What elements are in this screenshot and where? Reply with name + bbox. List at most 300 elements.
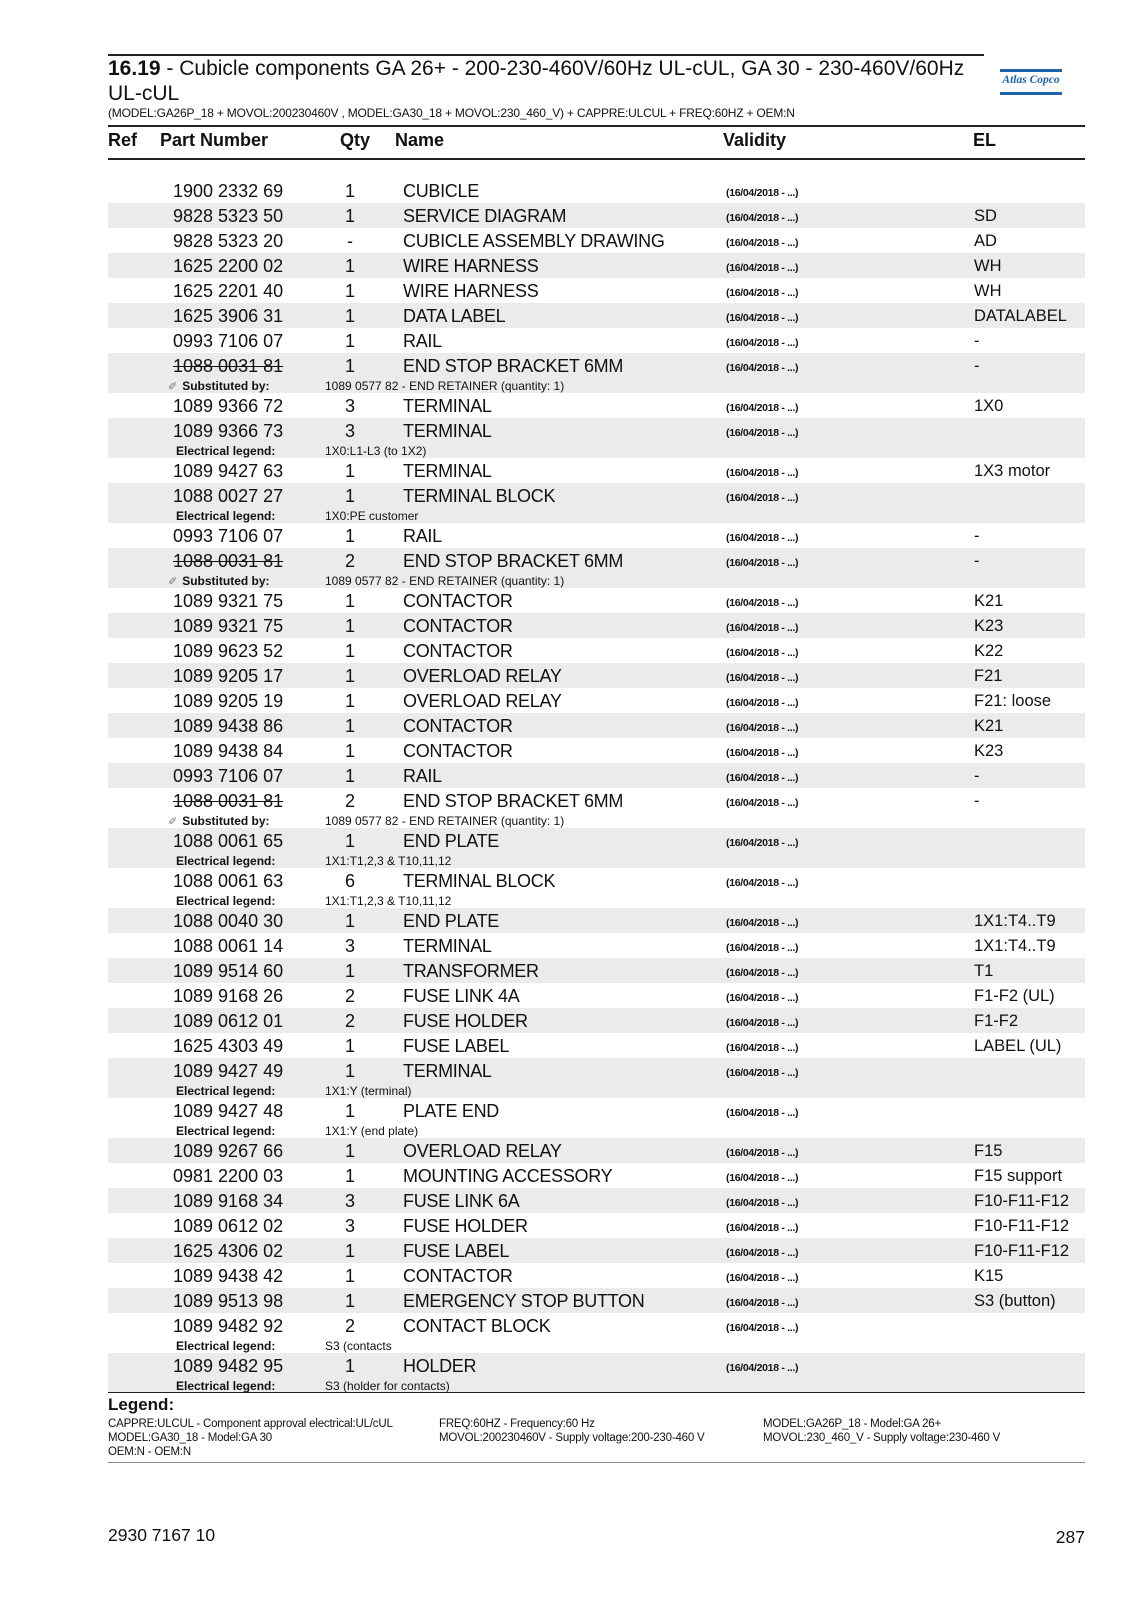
electrical-legend-label bbox=[176, 444, 275, 458]
sub-label-text: Electrical legend: bbox=[176, 894, 276, 908]
substituted-by-label bbox=[168, 379, 270, 393]
part-name: END PLATE bbox=[403, 831, 499, 851]
quantity: 1 bbox=[344, 1061, 355, 1081]
part-number: 1088 0031 81 bbox=[173, 791, 284, 811]
part-number: 1900 2332 69 bbox=[173, 181, 284, 201]
electrical-legend-text: 1X0:L1-L3 (to 1X2) bbox=[325, 444, 427, 458]
part-name: CONTACTOR bbox=[403, 1266, 513, 1286]
table-row bbox=[108, 353, 1085, 393]
validity: (16/04/2018 - ...) bbox=[726, 492, 799, 504]
electrical-ref: F10-F11-F12 bbox=[974, 1242, 1070, 1260]
validity: (16/04/2018 - ...) bbox=[726, 1147, 799, 1159]
table-row bbox=[108, 1058, 1085, 1098]
table-row bbox=[108, 1163, 1085, 1188]
quantity: 1 bbox=[344, 1291, 355, 1311]
validity: (16/04/2018 - ...) bbox=[726, 622, 799, 634]
part-number: 1088 0027 27 bbox=[173, 486, 284, 506]
electrical-legend-text: S3 (holder for contacts) bbox=[325, 1379, 450, 1393]
table-row bbox=[108, 1238, 1085, 1263]
quantity: 1 bbox=[344, 281, 355, 301]
part-number: 1625 2200 02 bbox=[173, 256, 284, 276]
quantity: 1 bbox=[344, 961, 355, 981]
part-number: 1089 9438 84 bbox=[173, 741, 284, 761]
table-row bbox=[108, 958, 1085, 983]
sub-label-text: Substituted by: bbox=[182, 574, 270, 588]
quantity: 1 bbox=[344, 641, 355, 661]
table-row bbox=[108, 908, 1085, 933]
electrical-ref: - bbox=[974, 552, 980, 570]
quantity: 1 bbox=[344, 526, 355, 546]
part-name: RAIL bbox=[403, 766, 442, 786]
part-number: 1089 9438 42 bbox=[173, 1266, 284, 1286]
part-name: CUBICLE ASSEMBLY DRAWING bbox=[403, 231, 665, 251]
part-number: 1089 9427 48 bbox=[173, 1101, 284, 1121]
part-number: 1089 9366 72 bbox=[173, 396, 284, 416]
electrical-legend-text: S3 (contacts bbox=[325, 1339, 392, 1353]
col-ref: Ref bbox=[108, 130, 138, 150]
quantity: 2 bbox=[344, 551, 355, 571]
part-name: FUSE LINK 6A bbox=[403, 1191, 520, 1211]
validity: (16/04/2018 - ...) bbox=[726, 1272, 799, 1284]
quantity: 3 bbox=[344, 936, 355, 956]
electrical-ref: F1-F2 (UL) bbox=[974, 987, 1055, 1005]
part-name: CONTACTOR bbox=[403, 741, 513, 761]
sub-label-text: Electrical legend: bbox=[176, 854, 276, 868]
part-number: 1625 4306 02 bbox=[173, 1241, 284, 1261]
electrical-ref: 1X0 bbox=[974, 397, 1004, 415]
table-row bbox=[108, 1263, 1085, 1288]
electrical-legend-label bbox=[176, 1084, 275, 1098]
part-name: CUBICLE bbox=[403, 181, 479, 201]
part-name: END STOP BRACKET 6MM bbox=[403, 791, 624, 811]
quantity: 1 bbox=[344, 256, 355, 276]
substituted-by-label bbox=[168, 814, 270, 828]
quantity: 3 bbox=[344, 421, 355, 441]
part-name: FUSE LABEL bbox=[403, 1036, 510, 1056]
legend-entry: MOVOL:200230460V - Supply voltage:200-230-460 V bbox=[439, 1432, 705, 1444]
electrical-ref: F10-F11-F12 bbox=[974, 1217, 1070, 1235]
part-name: TERMINAL bbox=[403, 461, 492, 481]
part-number: 0993 7106 07 bbox=[173, 526, 284, 546]
table-row bbox=[108, 713, 1085, 738]
part-name: TERMINAL bbox=[403, 421, 492, 441]
electrical-ref: K21 bbox=[974, 592, 1004, 610]
part-number: 1089 9205 19 bbox=[173, 691, 284, 711]
part-name: END STOP BRACKET 6MM bbox=[403, 356, 624, 376]
part-number: 1089 9168 34 bbox=[173, 1191, 284, 1211]
table-row bbox=[108, 638, 1085, 663]
validity: (16/04/2018 - ...) bbox=[726, 362, 799, 374]
table-row bbox=[108, 1138, 1085, 1163]
substitute-part: 1089 0577 82 - END RETAINER (quantity: 1) bbox=[325, 379, 565, 393]
part-number: 1089 9514 60 bbox=[173, 961, 284, 981]
quantity: 1 bbox=[344, 356, 355, 376]
part-name: TERMINAL bbox=[403, 1061, 492, 1081]
part-number: 0993 7106 07 bbox=[173, 766, 284, 786]
table-row bbox=[108, 393, 1085, 418]
logo-bar-bottom bbox=[1000, 92, 1062, 95]
validity: (16/04/2018 - ...) bbox=[726, 942, 799, 954]
part-number: 1088 0031 81 bbox=[173, 356, 284, 376]
validity: (16/04/2018 - ...) bbox=[726, 212, 799, 224]
part-name: WIRE HARNESS bbox=[403, 256, 539, 276]
validity: (16/04/2018 - ...) bbox=[726, 467, 799, 479]
table-row bbox=[108, 868, 1085, 908]
part-name: OVERLOAD RELAY bbox=[403, 1141, 562, 1161]
validity: (16/04/2018 - ...) bbox=[726, 597, 799, 609]
validity: (16/04/2018 - ...) bbox=[726, 1297, 799, 1309]
col-validity: Validity bbox=[723, 130, 787, 150]
part-name: TERMINAL BLOCK bbox=[403, 486, 556, 506]
validity: (16/04/2018 - ...) bbox=[726, 1042, 799, 1054]
part-name: TERMINAL bbox=[403, 936, 492, 956]
electrical-ref: WH bbox=[974, 282, 1002, 300]
pencil-icon: ✐ bbox=[168, 576, 178, 588]
validity: (16/04/2018 - ...) bbox=[726, 837, 799, 849]
validity: (16/04/2018 - ...) bbox=[726, 337, 799, 349]
quantity: 1 bbox=[344, 206, 355, 226]
legend-entry: FREQ:60HZ - Frequency:60 Hz bbox=[439, 1418, 595, 1430]
part-name: PLATE END bbox=[403, 1101, 499, 1121]
quantity: 1 bbox=[344, 331, 355, 351]
quantity: 1 bbox=[344, 741, 355, 761]
part-number: 1088 0040 30 bbox=[173, 911, 284, 931]
validity: (16/04/2018 - ...) bbox=[726, 722, 799, 734]
part-number: 1088 0061 65 bbox=[173, 831, 284, 851]
quantity: 1 bbox=[344, 181, 355, 201]
electrical-ref: - bbox=[974, 792, 980, 810]
validity: (16/04/2018 - ...) bbox=[726, 1322, 799, 1334]
part-number: 1089 9427 49 bbox=[173, 1061, 284, 1081]
table-row bbox=[108, 303, 1085, 328]
validity: (16/04/2018 - ...) bbox=[726, 772, 799, 784]
table-row bbox=[108, 588, 1085, 613]
electrical-legend-text: 1X1:Y (end plate) bbox=[325, 1124, 419, 1138]
col-el: EL bbox=[973, 130, 997, 150]
table-row bbox=[108, 548, 1085, 588]
part-number: 1089 9482 92 bbox=[173, 1316, 284, 1336]
electrical-ref: DATALABEL bbox=[974, 307, 1067, 325]
part-name: MOUNTING ACCESSORY bbox=[403, 1166, 613, 1186]
electrical-legend-text: 1X0:PE customer bbox=[325, 509, 419, 523]
header-rule-top bbox=[108, 125, 1085, 127]
electrical-ref: 1X3 motor bbox=[974, 462, 1051, 480]
part-name: CONTACTOR bbox=[403, 616, 513, 636]
table-row bbox=[108, 483, 1085, 523]
validity: (16/04/2018 - ...) bbox=[726, 1107, 799, 1119]
part-name: OVERLOAD RELAY bbox=[403, 691, 562, 711]
legend-rule bbox=[108, 1392, 1085, 1393]
table-row bbox=[108, 763, 1085, 788]
sub-label-text: Electrical legend: bbox=[176, 1339, 276, 1353]
validity: (16/04/2018 - ...) bbox=[726, 262, 799, 274]
legend-entry: CAPPRE:ULCUL - Component approval electrical:UL/cUL bbox=[108, 1418, 393, 1430]
quantity: 1 bbox=[344, 1101, 355, 1121]
quantity: 3 bbox=[344, 1216, 355, 1236]
electrical-ref: F21: loose bbox=[974, 692, 1052, 710]
validity: (16/04/2018 - ...) bbox=[726, 1017, 799, 1029]
document-number: 2930 7167 10 bbox=[108, 1525, 216, 1545]
electrical-ref: WH bbox=[974, 257, 1002, 275]
validity: (16/04/2018 - ...) bbox=[726, 402, 799, 414]
electrical-legend-label bbox=[176, 1379, 275, 1393]
quantity: - bbox=[347, 231, 353, 251]
table-row bbox=[108, 663, 1085, 688]
quantity: 1 bbox=[344, 1241, 355, 1261]
sub-label-text: Substituted by: bbox=[182, 814, 270, 828]
quantity: 1 bbox=[344, 766, 355, 786]
table-row bbox=[108, 1033, 1085, 1058]
quantity: 6 bbox=[344, 871, 355, 891]
quantity: 1 bbox=[344, 716, 355, 736]
validity: (16/04/2018 - ...) bbox=[726, 1172, 799, 1184]
validity: (16/04/2018 - ...) bbox=[726, 647, 799, 659]
table-row bbox=[108, 523, 1085, 548]
part-number: 1089 0612 02 bbox=[173, 1216, 284, 1236]
part-name: CONTACTOR bbox=[403, 716, 513, 736]
substitute-part: 1089 0577 82 - END RETAINER (quantity: 1) bbox=[325, 574, 565, 588]
quantity: 1 bbox=[344, 1266, 355, 1286]
table-row bbox=[108, 1188, 1085, 1213]
validity: (16/04/2018 - ...) bbox=[726, 187, 799, 199]
part-number: 1088 0061 63 bbox=[173, 871, 284, 891]
part-number: 1089 9267 66 bbox=[173, 1141, 284, 1161]
part-number: 1089 9438 86 bbox=[173, 716, 284, 736]
part-number: 1089 0612 01 bbox=[173, 1011, 284, 1031]
part-number: 1089 9321 75 bbox=[173, 616, 284, 636]
part-name: TRANSFORMER bbox=[403, 961, 539, 981]
part-number: 9828 5323 20 bbox=[173, 231, 284, 251]
legend-entry: MODEL:GA26P_18 - Model:GA 26+ bbox=[763, 1418, 941, 1430]
part-name: CONTACTOR bbox=[403, 641, 513, 661]
part-name: OVERLOAD RELAY bbox=[403, 666, 562, 686]
part-name: END STOP BRACKET 6MM bbox=[403, 551, 624, 571]
quantity: 1 bbox=[344, 1141, 355, 1161]
col-qty: Qty bbox=[340, 130, 371, 150]
part-number: 9828 5323 50 bbox=[173, 206, 284, 226]
part-number: 1089 9366 73 bbox=[173, 421, 284, 441]
electrical-legend-text: 1X1:T1,2,3 & T10,11,12 bbox=[325, 854, 452, 868]
quantity: 1 bbox=[344, 1036, 355, 1056]
quantity: 2 bbox=[344, 1316, 355, 1336]
page-number: 287 bbox=[1055, 1527, 1085, 1547]
electrical-ref: F15 support bbox=[974, 1167, 1063, 1185]
electrical-legend-text: 1X1:Y (terminal) bbox=[325, 1084, 412, 1098]
electrical-ref: SD bbox=[974, 207, 997, 225]
electrical-ref: F15 bbox=[974, 1142, 1003, 1160]
table-row bbox=[108, 278, 1085, 303]
validity: (16/04/2018 - ...) bbox=[726, 557, 799, 569]
electrical-legend-label bbox=[176, 509, 275, 523]
sub-label-text: Substituted by: bbox=[182, 379, 270, 393]
pencil-icon: ✐ bbox=[168, 381, 178, 393]
quantity: 1 bbox=[344, 831, 355, 851]
electrical-legend-label bbox=[176, 894, 275, 908]
table-row bbox=[108, 1353, 1085, 1393]
part-name: RAIL bbox=[403, 526, 442, 546]
part-name: FUSE LABEL bbox=[403, 1241, 510, 1261]
part-name: FUSE LINK 4A bbox=[403, 986, 520, 1006]
table-row bbox=[108, 933, 1085, 958]
electrical-ref: - bbox=[974, 767, 980, 785]
logo-text: Atlas Copco bbox=[1002, 74, 1060, 86]
header-rule-bottom bbox=[108, 158, 1085, 160]
table-row bbox=[108, 203, 1085, 228]
substitute-part: 1089 0577 82 - END RETAINER (quantity: 1) bbox=[325, 814, 565, 828]
validity: (16/04/2018 - ...) bbox=[726, 747, 799, 759]
page-subtitle: (MODEL:GA26P_18 + MOVOL:200230460V , MODEL:GA30_18 + MOVOL:230_460_V) + CAPPRE:ULCUL + FREQ:60HZ + OEM:N bbox=[108, 106, 795, 120]
legend-title: Legend: bbox=[108, 1395, 175, 1414]
part-name: TERMINAL BLOCK bbox=[403, 871, 556, 891]
table-row bbox=[108, 788, 1085, 828]
electrical-ref: - bbox=[974, 357, 980, 375]
part-number: 0993 7106 07 bbox=[173, 331, 284, 351]
electrical-ref: T1 bbox=[974, 962, 994, 980]
electrical-ref: K23 bbox=[974, 742, 1004, 760]
sub-label-text: Electrical legend: bbox=[176, 444, 276, 458]
quantity: 1 bbox=[344, 461, 355, 481]
electrical-ref: F10-F11-F12 bbox=[974, 1192, 1070, 1210]
part-name: FUSE HOLDER bbox=[403, 1011, 528, 1031]
table-row bbox=[108, 1313, 1085, 1353]
part-name: SERVICE DIAGRAM bbox=[403, 206, 567, 226]
col-part-number: Part Number bbox=[160, 130, 269, 150]
validity: (16/04/2018 - ...) bbox=[726, 1067, 799, 1079]
part-name: DATA LABEL bbox=[403, 306, 506, 326]
part-number: 1089 9482 95 bbox=[173, 1356, 284, 1376]
legend-entry: MOVOL:230_460_V - Supply voltage:230-460 V bbox=[763, 1432, 1001, 1444]
electrical-ref: F1-F2 bbox=[974, 1012, 1019, 1030]
electrical-ref: K15 bbox=[974, 1267, 1004, 1285]
quantity: 2 bbox=[344, 791, 355, 811]
validity: (16/04/2018 - ...) bbox=[726, 532, 799, 544]
table-row bbox=[108, 688, 1085, 713]
part-name: HOLDER bbox=[403, 1356, 477, 1376]
legend-entry: MODEL:GA30_18 - Model:GA 30 bbox=[108, 1432, 272, 1444]
validity: (16/04/2018 - ...) bbox=[726, 697, 799, 709]
validity: (16/04/2018 - ...) bbox=[726, 672, 799, 684]
quantity: 1 bbox=[344, 486, 355, 506]
sub-label-text: Electrical legend: bbox=[176, 509, 276, 523]
validity: (16/04/2018 - ...) bbox=[726, 992, 799, 1004]
validity: (16/04/2018 - ...) bbox=[726, 967, 799, 979]
part-name: FUSE HOLDER bbox=[403, 1216, 528, 1236]
electrical-ref: 1X1:T4..T9 bbox=[974, 937, 1056, 955]
table-row bbox=[108, 1098, 1085, 1138]
part-number: 1089 9321 75 bbox=[173, 591, 284, 611]
validity: (16/04/2018 - ...) bbox=[726, 877, 799, 889]
part-number: 1089 9623 52 bbox=[173, 641, 284, 661]
table-row bbox=[108, 613, 1085, 638]
table-row bbox=[108, 253, 1085, 278]
quantity: 3 bbox=[344, 396, 355, 416]
atlas-copco-logo bbox=[998, 64, 1064, 102]
electrical-ref: F21 bbox=[974, 667, 1003, 685]
quantity: 1 bbox=[344, 591, 355, 611]
electrical-legend-label bbox=[176, 1124, 275, 1138]
electrical-legend-text: 1X1:T1,2,3 & T10,11,12 bbox=[325, 894, 452, 908]
table-row bbox=[108, 228, 1085, 253]
title-text: - Cubicle components GA 26+ - 200-230-460V/60Hz UL-cUL, GA 30 - 230-460V/60Hz UL-cUL bbox=[108, 57, 965, 105]
part-name: CONTACT BLOCK bbox=[403, 1316, 551, 1336]
validity: (16/04/2018 - ...) bbox=[726, 1222, 799, 1234]
electrical-ref: 1X1:T4..T9 bbox=[974, 912, 1056, 930]
table-row bbox=[108, 738, 1085, 763]
quantity: 1 bbox=[344, 1166, 355, 1186]
electrical-ref: AD bbox=[974, 232, 997, 250]
part-name: TERMINAL bbox=[403, 396, 492, 416]
electrical-ref: - bbox=[974, 527, 980, 545]
part-name: EMERGENCY STOP BUTTON bbox=[403, 1291, 645, 1311]
quantity: 1 bbox=[344, 306, 355, 326]
quantity: 1 bbox=[344, 666, 355, 686]
validity: (16/04/2018 - ...) bbox=[726, 1247, 799, 1259]
part-number: 1089 9427 63 bbox=[173, 461, 284, 481]
sub-label-text: Electrical legend: bbox=[176, 1379, 276, 1393]
part-name: WIRE HARNESS bbox=[403, 281, 539, 301]
electrical-legend-label bbox=[176, 1339, 275, 1353]
part-number: 1089 9168 26 bbox=[173, 986, 284, 1006]
legend-bottom-rule bbox=[108, 1462, 1085, 1463]
electrical-ref: - bbox=[974, 332, 980, 350]
table-row bbox=[108, 1288, 1085, 1313]
part-number: 0981 2200 03 bbox=[173, 1166, 284, 1186]
validity: (16/04/2018 - ...) bbox=[726, 1362, 799, 1374]
sub-label-text: Electrical legend: bbox=[176, 1124, 276, 1138]
quantity: 1 bbox=[344, 911, 355, 931]
table-row bbox=[108, 418, 1085, 458]
electrical-ref: K23 bbox=[974, 617, 1004, 635]
quantity: 3 bbox=[344, 1191, 355, 1211]
table-row bbox=[108, 1008, 1085, 1033]
table-row bbox=[108, 983, 1085, 1008]
validity: (16/04/2018 - ...) bbox=[726, 427, 799, 439]
electrical-ref: K22 bbox=[974, 642, 1004, 660]
quantity: 1 bbox=[344, 1356, 355, 1376]
pencil-icon: ✐ bbox=[168, 816, 178, 828]
col-name: Name bbox=[395, 130, 445, 150]
part-name: RAIL bbox=[403, 331, 442, 351]
part-number: 1088 0061 14 bbox=[173, 936, 284, 956]
substituted-by-label bbox=[168, 574, 270, 588]
part-number: 1625 3906 31 bbox=[173, 306, 284, 326]
electrical-ref: LABEL (UL) bbox=[974, 1037, 1062, 1055]
table-row bbox=[108, 178, 1085, 203]
validity: (16/04/2018 - ...) bbox=[726, 917, 799, 929]
part-number: 1625 2201 40 bbox=[173, 281, 284, 301]
validity: (16/04/2018 - ...) bbox=[726, 287, 799, 299]
part-number: 1089 9513 98 bbox=[173, 1291, 284, 1311]
quantity: 2 bbox=[344, 1011, 355, 1031]
part-number: 1088 0031 81 bbox=[173, 551, 284, 571]
table-row bbox=[108, 328, 1085, 353]
validity: (16/04/2018 - ...) bbox=[726, 237, 799, 249]
table-row bbox=[108, 828, 1085, 868]
part-number: 1089 9205 17 bbox=[173, 666, 284, 686]
table-row bbox=[108, 1213, 1085, 1238]
legend-entry: OEM:N - OEM:N bbox=[108, 1446, 192, 1458]
part-number: 1625 4303 49 bbox=[173, 1036, 284, 1056]
validity: (16/04/2018 - ...) bbox=[726, 1197, 799, 1209]
sub-label-text: Electrical legend: bbox=[176, 1084, 276, 1098]
part-name: END PLATE bbox=[403, 911, 499, 931]
part-name: CONTACTOR bbox=[403, 591, 513, 611]
quantity: 2 bbox=[344, 986, 355, 1006]
electrical-ref: S3 (button) bbox=[974, 1292, 1056, 1310]
electrical-legend-label bbox=[176, 854, 275, 868]
quantity: 1 bbox=[344, 691, 355, 711]
section-number: 16.19 bbox=[108, 57, 161, 80]
